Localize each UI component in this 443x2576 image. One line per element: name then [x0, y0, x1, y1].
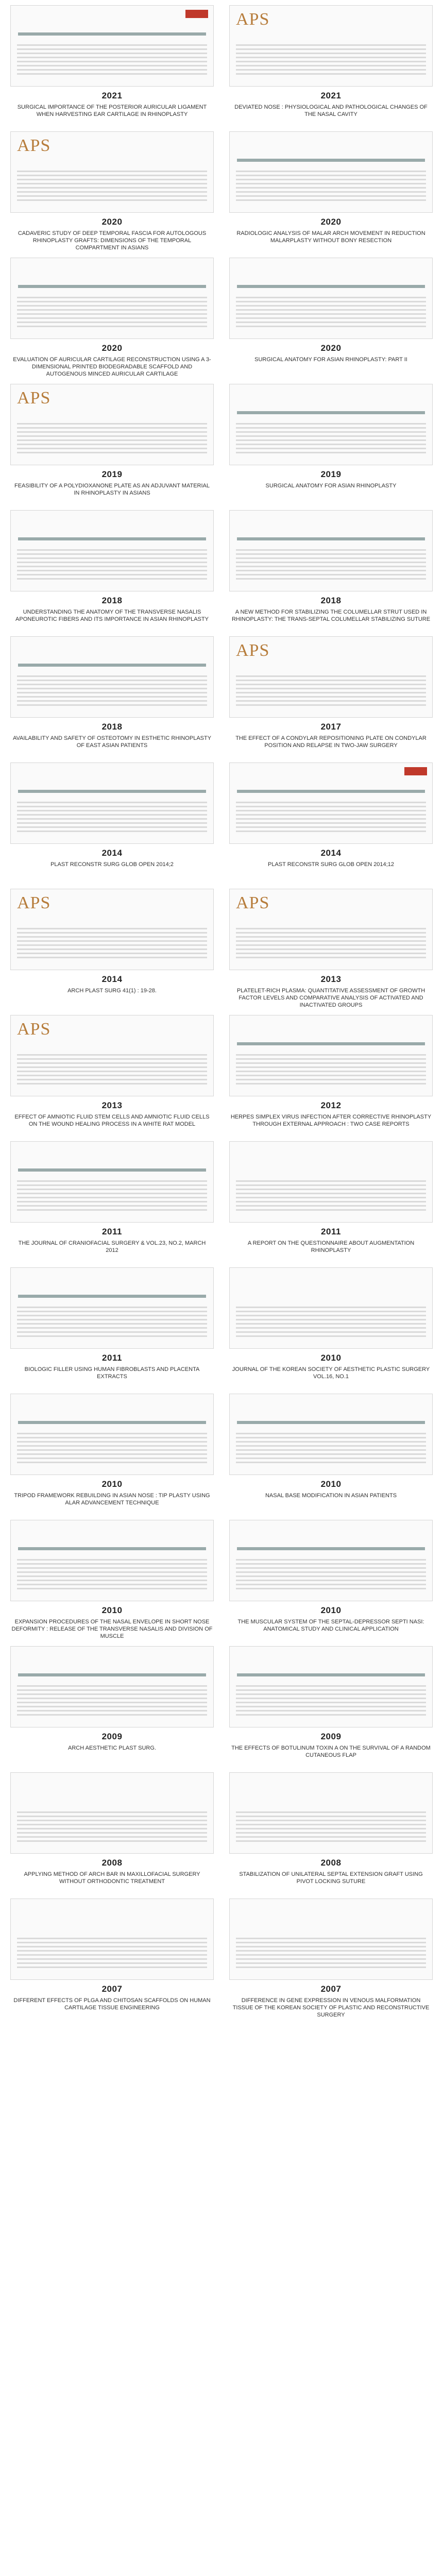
- publication-card[interactable]: [229, 1646, 433, 1772]
- publication-year: 2010: [101, 1479, 123, 1489]
- publication-thumbnail[interactable]: [10, 1394, 214, 1475]
- publication-thumbnail[interactable]: [10, 1267, 214, 1349]
- publication-thumbnail[interactable]: [229, 762, 433, 844]
- publication-title: ARCH AESTHETIC PLAST SURG.: [68, 1745, 156, 1751]
- publication-card[interactable]: [229, 762, 433, 889]
- publication-year: 2010: [320, 1479, 342, 1489]
- publication-title: TRIPOD FRAMEWORK REBUILDING IN ASIAN NOSE : TIP PLASTY USING ALAR ADVANCEMENT TECHNIQUE: [14, 1493, 210, 1506]
- publication-thumbnail[interactable]: [10, 762, 214, 844]
- publication-year: 2018: [101, 596, 123, 605]
- publication-card[interactable]: [10, 131, 214, 258]
- publication-thumbnail[interactable]: [10, 1015, 214, 1096]
- publication-card[interactable]: [229, 5, 433, 131]
- publication-title: CADAVERIC STUDY OF DEEP TEMPORAL FASCIA FOR AUTOLOGOUS RHINOPLASTY GRAFTS: DIMENSIONS OF THE TEMPORAL COMPARTMENT IN ASIANS: [18, 230, 207, 251]
- publication-year: 2020: [320, 217, 342, 227]
- publication-title: BIOLOGIC FILLER USING HUMAN FIBROBLASTS AND PLACENTA EXTRACTS: [24, 1366, 200, 1380]
- publication-year: 2018: [320, 596, 342, 605]
- publication-card[interactable]: [10, 1520, 214, 1646]
- publication-thumbnail[interactable]: [229, 131, 433, 213]
- journal-logo: APS: [17, 1020, 51, 1039]
- journal-logo: APS: [236, 893, 270, 912]
- publication-thumbnail[interactable]: [229, 1646, 433, 1727]
- publication-year: 2019: [101, 469, 123, 479]
- publication-card[interactable]: [229, 1394, 433, 1520]
- publication-card[interactable]: [10, 1899, 214, 2025]
- publication-year: 2008: [101, 1858, 123, 1868]
- publication-year: 2020: [320, 343, 342, 353]
- publication-title: NASAL BASE MODIFICATION IN ASIAN PATIENTS: [265, 1493, 397, 1499]
- publication-card[interactable]: [229, 1267, 433, 1394]
- journal-logo: APS: [17, 893, 51, 912]
- publication-card[interactable]: [229, 258, 433, 384]
- publication-year: 2009: [101, 1732, 123, 1741]
- publication-card[interactable]: [10, 636, 214, 762]
- publication-year: 2011: [102, 1227, 122, 1236]
- publication-title: ARCH PLAST SURG 41(1) : 19-28.: [67, 988, 157, 994]
- publication-card[interactable]: [229, 889, 433, 1015]
- publication-card[interactable]: [229, 636, 433, 762]
- publication-thumbnail[interactable]: [229, 1141, 433, 1223]
- publication-year: 2013: [101, 1100, 123, 1110]
- publication-card[interactable]: [229, 1772, 433, 1899]
- publication-card[interactable]: [229, 1015, 433, 1141]
- publication-thumbnail[interactable]: [10, 1520, 214, 1601]
- journal-logo: APS: [236, 10, 270, 29]
- publication-year: 2014: [320, 848, 342, 858]
- publication-thumbnail[interactable]: [10, 510, 214, 591]
- publication-card[interactable]: [229, 510, 433, 636]
- publication-year: 2020: [101, 217, 123, 227]
- publication-thumbnail[interactable]: [10, 384, 214, 465]
- publication-thumbnail[interactable]: [10, 889, 214, 970]
- publication-card[interactable]: [10, 1772, 214, 1899]
- publication-title: UNDERSTANDING THE ANATOMY OF THE TRANSVERSE NASALIS APONEUROTIC FIBERS AND ITS IMPORTANCE IN ASIAN RHINOPLASTY: [15, 609, 209, 622]
- publication-year: 2007: [101, 1984, 123, 1994]
- publication-thumbnail[interactable]: [229, 510, 433, 591]
- publication-year: 2007: [320, 1984, 342, 1994]
- publication-title: PLAST RECONSTR SURG GLOB OPEN 2014;2: [50, 861, 174, 868]
- publication-year: 2012: [320, 1100, 342, 1110]
- publication-thumbnail[interactable]: [229, 889, 433, 970]
- publication-title: A NEW METHOD FOR STABILIZING THE COLUMELLAR STRUT USED IN RHINOPLASTY: THE TRANS-SEPTAL COLUMELLAR STABILIZING SUTURE: [231, 609, 431, 622]
- publication-year: 2014: [101, 974, 123, 984]
- publication-card[interactable]: [10, 510, 214, 636]
- publication-year: 2017: [320, 722, 342, 732]
- publication-title: THE JOURNAL OF CRANIOFACIAL SURGERY & VOL.23, NO.2, MARCH 2012: [18, 1240, 206, 1253]
- publication-title: STABILIZATION OF UNILATERAL SEPTAL EXTENSION GRAFT USING PIVOT LOCKING SUTURE: [239, 1871, 423, 1885]
- publication-title: RADIOLOGIC ANALYSIS OF MALAR ARCH MOVEMENT IN REDUCTION MALARPLASTY WITHOUT BONY RESECTION: [236, 230, 425, 244]
- publication-card[interactable]: [229, 1141, 433, 1267]
- publication-year: 2010: [320, 1605, 342, 1615]
- publication-card[interactable]: [229, 1899, 433, 2025]
- publication-year: 2019: [320, 469, 342, 479]
- publication-title: DEVIATED NOSE : PHYSIOLOGICAL AND PATHOLOGICAL CHANGES OF THE NASAL CAVITY: [234, 104, 428, 117]
- article-badge: [185, 10, 208, 18]
- publication-card[interactable]: [10, 1267, 214, 1394]
- publication-thumbnail[interactable]: [229, 1394, 433, 1475]
- journal-logo: APS: [236, 641, 270, 660]
- publication-year: 2010: [101, 1605, 123, 1615]
- journal-logo: APS: [17, 388, 51, 408]
- publication-card[interactable]: [10, 889, 214, 1015]
- article-badge: [404, 767, 427, 775]
- publication-thumbnail[interactable]: [10, 1899, 214, 1980]
- publication-year: 2021: [101, 91, 123, 100]
- publication-thumbnail[interactable]: [229, 5, 433, 87]
- publication-year: 2010: [320, 1353, 342, 1363]
- publication-card[interactable]: [229, 1520, 433, 1646]
- publication-thumbnail[interactable]: [229, 1267, 433, 1349]
- publication-thumbnail[interactable]: [229, 1899, 433, 1980]
- publication-thumbnail[interactable]: [10, 636, 214, 718]
- publication-title: APPLYING METHOD OF ARCH BAR IN MAXILLOFACIAL SURGERY WITHOUT ORTHODONTIC TREATMENT: [24, 1871, 200, 1885]
- publication-title: SURGICAL IMPORTANCE OF THE POSTERIOR AURICULAR LIGAMENT WHEN HARVESTING EAR CARTILAGE IN RHINOPLASTY: [17, 104, 207, 117]
- publication-title: DIFFERENCE IN GENE EXPRESSION IN VENOUS MALFORMATION TISSUE OF THE KOREAN SOCIETY OF PLASTIC AND RECONSTRUCTIVE SURGERY: [232, 1997, 430, 2018]
- publication-thumbnail[interactable]: [10, 258, 214, 339]
- publication-card[interactable]: [10, 5, 214, 131]
- publication-title: AVAILABILITY AND SAFETY OF OSTEOTOMY IN ESTHETIC RHINOPLASTY OF EAST ASIAN PATIENTS: [12, 735, 212, 749]
- publication-card[interactable]: [229, 384, 433, 510]
- publication-thumbnail[interactable]: [229, 1772, 433, 1854]
- publication-title: EXPANSION PROCEDURES OF THE NASAL ENVELOPE IN SHORT NOSE DEFORMITY : RELEASE OF THE TRANSVERSE NASALIS AND DIVISION OF MUSCLE: [11, 1619, 213, 1639]
- publication-thumbnail[interactable]: [229, 1520, 433, 1601]
- publication-thumbnail[interactable]: [229, 258, 433, 339]
- publication-year: 2021: [320, 91, 342, 100]
- publication-year: 2009: [320, 1732, 342, 1741]
- publication-year: 2013: [320, 974, 342, 984]
- publication-year: 2008: [320, 1858, 342, 1868]
- publication-title: EFFECT OF AMNIOTIC FLUID STEM CELLS AND AMNIOTIC FLUID CELLS ON THE WOUND HEALING PROCESS IN A WHITE RAT MODEL: [14, 1114, 210, 1127]
- publication-year: 2020: [101, 343, 123, 353]
- publication-thumbnail[interactable]: [229, 384, 433, 465]
- publication-card[interactable]: [10, 258, 214, 384]
- publication-title: FEASIBILITY OF A POLYDIOXANONE PLATE AS AN ADJUVANT MATERIAL IN RHINOPLASTY IN ASIANS: [14, 483, 210, 496]
- publication-card[interactable]: [10, 762, 214, 889]
- publication-thumbnail[interactable]: [10, 1772, 214, 1854]
- publication-card[interactable]: [10, 1141, 214, 1267]
- publication-title: THE EFFECT OF A CONDYLAR REPOSITIONING PLATE ON CONDYLAR POSITION AND RELAPSE IN TWO-JAW SURGERY: [235, 735, 427, 749]
- publication-card[interactable]: [10, 384, 214, 510]
- publication-year: 2018: [101, 722, 123, 732]
- publication-year: 2011: [102, 1353, 122, 1363]
- publication-thumbnail[interactable]: [10, 1646, 214, 1727]
- publication-title: THE EFFECTS OF BOTULINUM TOXIN A ON THE SURVIVAL OF A RANDOM CUTANEOUS FLAP: [231, 1745, 431, 1758]
- publication-title: DIFFERENT EFFECTS OF PLGA AND CHITOSAN SCAFFOLDS ON HUMAN CARTILAGE TISSUE ENGINEERING: [13, 1997, 211, 2011]
- publication-title: PLAST RECONSTR SURG GLOB OPEN 2014;12: [268, 861, 394, 868]
- publication-year: 2014: [101, 848, 123, 858]
- publication-year: 2011: [321, 1227, 341, 1236]
- publication-title: EVALUATION OF AURICULAR CARTILAGE RECONSTRUCTION USING A 3-DIMENSIONAL PRINTED BIODEGRADABLE SCAFFOLD AND AUTOGENOUS MINCED AURICULAR CARTILAGE: [13, 357, 211, 377]
- publication-thumbnail[interactable]: [229, 1015, 433, 1096]
- publication-card[interactable]: [229, 131, 433, 258]
- publication-title: JOURNAL OF THE KOREAN SOCIETY OF AESTHETIC PLASTIC SURGERY VOL.16, NO.1: [232, 1366, 430, 1380]
- publication-title: SURGICAL ANATOMY FOR ASIAN RHINOPLASTY: [265, 483, 397, 489]
- publication-card[interactable]: [10, 1394, 214, 1520]
- publication-title: HERPES SIMPLEX VIRUS INFECTION AFTER CORRECTIVE RHINOPLASTY THROUGH EXTERNAL APPROACH : TWO CASE REPORTS: [230, 1114, 432, 1127]
- publication-thumbnail[interactable]: [10, 1141, 214, 1223]
- publication-thumbnail[interactable]: [10, 131, 214, 213]
- publication-title: SURGICAL ANATOMY FOR ASIAN RHINOPLASTY: PART II: [254, 357, 407, 363]
- publication-title: THE MUSCULAR SYSTEM OF THE SEPTAL-DEPRESSOR SEPTI NASI: ANATOMICAL STUDY AND CLINICAL APPLICATION: [237, 1619, 424, 1632]
- publication-title: PLATELET-RICH PLASMA: QUANTITATIVE ASSESSMENT OF GROWTH FACTOR LEVELS AND COMPARATIVE ANALYSIS OF ACTIVATED AND INACTIVATED GROUPS: [236, 988, 425, 1008]
- publication-thumbnail[interactable]: [229, 636, 433, 718]
- journal-logo: APS: [17, 136, 51, 155]
- publication-thumbnail[interactable]: [10, 5, 214, 87]
- publication-title: A REPORT ON THE QUESTIONNAIRE ABOUT AUGMENTATION RHINOPLASTY: [247, 1240, 415, 1253]
- publication-card[interactable]: [10, 1646, 214, 1772]
- publication-card[interactable]: [10, 1015, 214, 1141]
